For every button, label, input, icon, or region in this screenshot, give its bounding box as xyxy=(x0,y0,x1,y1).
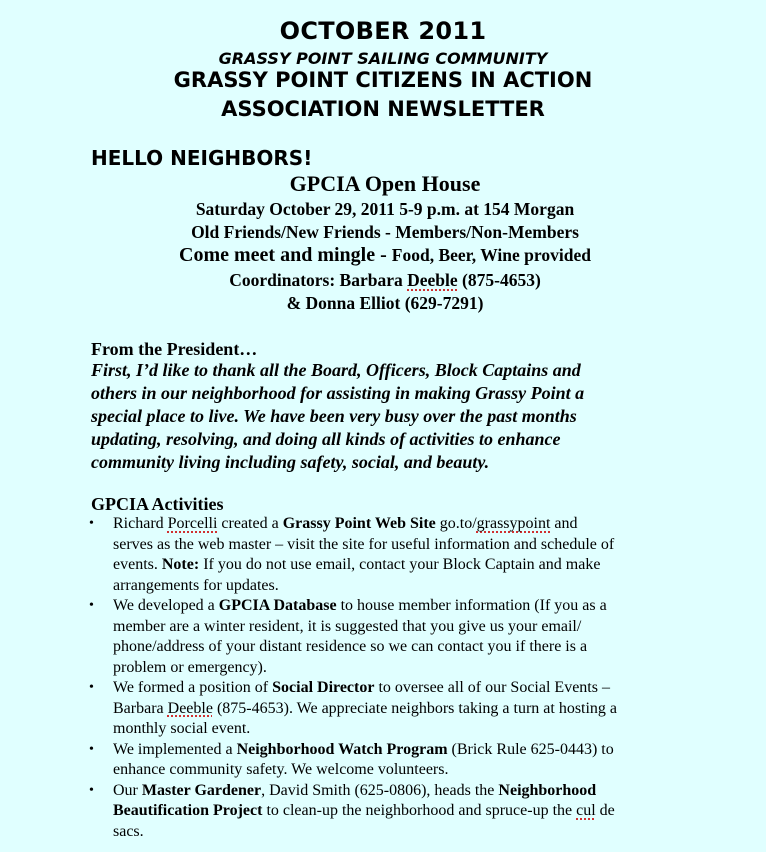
president-heading: From the President… xyxy=(91,339,258,359)
text: Richard xyxy=(113,515,168,532)
item-line: enhance community safety. We welcome volunteers. xyxy=(113,761,449,778)
text: We developed a xyxy=(113,597,219,614)
item-line xyxy=(113,678,687,699)
activities-heading: GPCIA Activities xyxy=(91,494,224,514)
item-line xyxy=(113,740,687,761)
master-gardener-label: Master Gardener xyxy=(141,781,262,799)
list-item xyxy=(87,678,687,740)
president-line: others in our neighborhood for assisting in making Grassy Point a xyxy=(91,383,585,403)
text: We implemented a xyxy=(113,740,237,758)
president-message xyxy=(91,359,651,474)
president-line: special place to live. We have been very busy over the past months xyxy=(91,406,577,426)
text: to house member information (If you as a xyxy=(336,597,607,614)
spellcheck-word: Porcelli xyxy=(167,515,218,532)
spellcheck-word: Deeble xyxy=(407,270,458,290)
open-house-mingle xyxy=(2,244,766,267)
item-line xyxy=(113,781,687,802)
beautification-label: Neighborhood xyxy=(498,781,597,799)
president-line: community living including safety, social, and beauty. xyxy=(91,452,490,472)
item-line: monthly social event. xyxy=(113,720,251,737)
open-house-audience: Old Friends/New Friends - Members/Non-Members xyxy=(191,222,579,242)
text: created a xyxy=(217,515,283,532)
bullet-icon: • xyxy=(89,782,94,798)
database-label: GPCIA Database xyxy=(218,597,337,614)
community-name: GRASSY POINT SAILING COMMUNITY xyxy=(218,49,548,68)
association-title-line2: ASSOCIATION NEWSLETTER xyxy=(221,97,545,121)
item-line xyxy=(113,596,687,617)
text: events. xyxy=(113,556,162,573)
text: Our xyxy=(113,781,142,799)
list-item xyxy=(87,514,687,596)
watch-program-label: Neighborhood Watch Program xyxy=(236,740,448,758)
greeting-heading: HELLO NEIGHBORS! xyxy=(91,146,313,170)
bullet-icon: • xyxy=(89,598,94,613)
list-item xyxy=(87,781,687,843)
bullet-icon: • xyxy=(89,741,94,757)
text: to oversee all of our Social Events – xyxy=(374,679,610,696)
president-line: First, I’d like to thank all the Board, Officers, Block Captains and xyxy=(91,360,581,380)
mingle-provisions: Food, Beer, Wine provided xyxy=(391,245,591,265)
open-house-date: Saturday October 29, 2011 5-9 p.m. at 154 Morgan xyxy=(195,199,575,219)
open-house-title: GPCIA Open House xyxy=(289,171,481,196)
web-site-label: Grassy Point Web Site xyxy=(282,515,436,532)
open-house-coordinator2: & Donna Elliot (629-7291) xyxy=(286,293,484,313)
bullet-icon: • xyxy=(89,516,94,531)
item-line: sacs. xyxy=(113,822,144,840)
item-line: member are a winter resident, it is suggested that you give us your email/ xyxy=(113,617,582,635)
item-line: serves as the web master – visit the site for useful information and schedule of xyxy=(113,535,615,553)
item-line xyxy=(113,699,687,720)
item-line: phone/address of your distant residence so we can contact you if there is a xyxy=(113,638,588,655)
association-title-line1: GRASSY POINT CITIZENS IN ACTION xyxy=(173,68,593,92)
item-line xyxy=(113,801,687,822)
coordinators-prefix: Coordinators: Barbara xyxy=(229,270,408,290)
note-label: Note: xyxy=(161,556,200,573)
open-house-coordinators xyxy=(2,270,766,291)
text: de xyxy=(595,802,615,819)
text: to clean-up the neighborhood and spruce-up the xyxy=(262,802,577,819)
text: Barbara xyxy=(113,699,168,717)
activities-list xyxy=(87,514,687,842)
text: and xyxy=(550,515,578,532)
web-site-url-path: grassypoint xyxy=(476,515,551,532)
president-line: updating, resolving, and doing all kinds of activities to enhance xyxy=(91,429,561,449)
spellcheck-word: cul xyxy=(576,802,596,819)
item-line: arrangements for updates. xyxy=(113,576,279,594)
text: We formed a position of xyxy=(113,679,273,696)
coordinator1-phone: (875-4653) xyxy=(457,270,541,290)
web-site-url-prefix: go.to/ xyxy=(435,515,477,532)
item-line xyxy=(113,555,687,576)
text: (Brick Rule 625-0443) to xyxy=(447,740,614,758)
item-line xyxy=(113,514,687,535)
newsletter-month: OCTOBER 2011 xyxy=(279,17,487,45)
item-line: problem or emergency). xyxy=(113,658,267,676)
text: , David Smith (625-0806), heads the xyxy=(261,781,499,799)
social-director-label: Social Director xyxy=(272,679,375,696)
spellcheck-word: Deeble xyxy=(167,699,213,717)
list-item xyxy=(87,740,687,781)
text: If you do not use email, contact your Block Captain and make xyxy=(199,556,601,573)
list-item xyxy=(87,596,687,678)
beautification-label: Beautification Project xyxy=(113,802,263,819)
text: (875-4653). We appreciate neighbors taking a turn at hosting a xyxy=(212,699,618,717)
bullet-icon: • xyxy=(89,680,94,695)
mingle-lead: Come meet and mingle - xyxy=(179,244,392,266)
